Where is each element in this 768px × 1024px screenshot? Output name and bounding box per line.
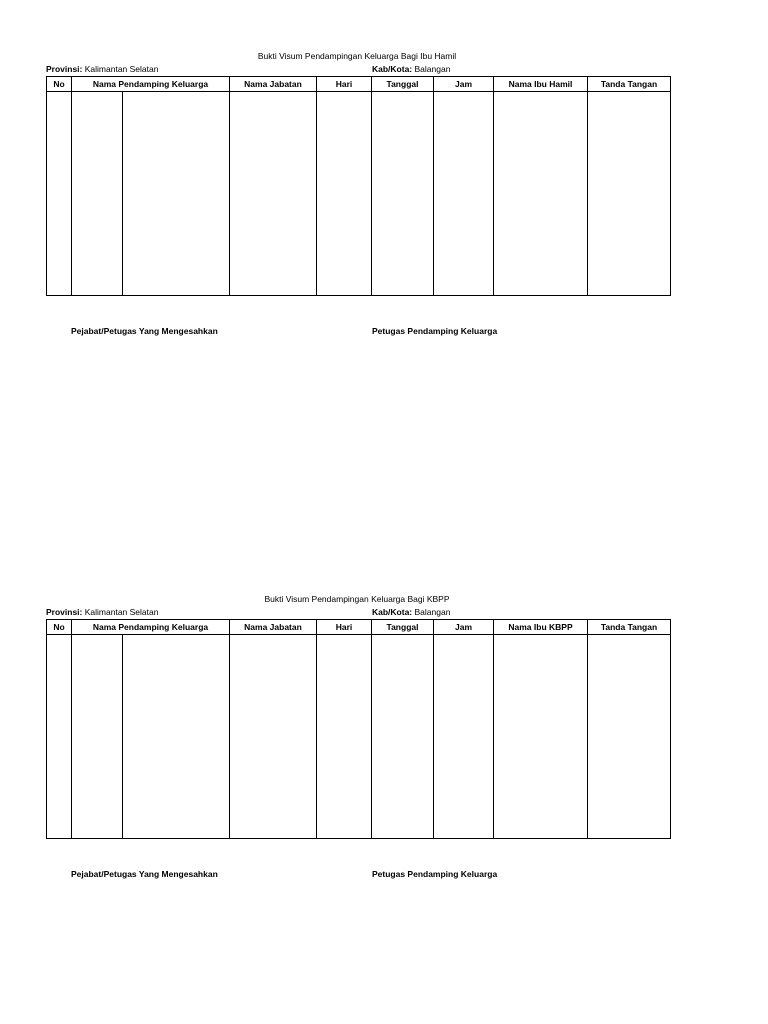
column-header-jam: Jam (434, 77, 494, 92)
cell-nama-ibu (494, 635, 588, 839)
provinsi-label: Provinsi: (46, 64, 83, 74)
cell-tanggal (372, 635, 434, 839)
cell-nama-pendamping-b (123, 92, 230, 296)
table-header-row (47, 77, 671, 92)
kabkota-label: Kab/Kota: (372, 607, 413, 617)
cell-nama-pendamping-a (72, 92, 123, 296)
cell-nama-jabatan (230, 635, 317, 839)
cell-nama-ibu (494, 92, 588, 296)
column-header-nama-pendamping: Nama Pendamping Keluarga (72, 77, 230, 92)
signature-label-pejabat: Pejabat/Petugas Yang Mengesahkan (71, 326, 218, 336)
column-header-tanggal: Tanggal (372, 620, 434, 635)
kabkota-value: Balangan (414, 64, 451, 74)
column-header-nama-ibu: Nama Ibu Hamil (494, 77, 588, 92)
form-title: Bukti Visum Pendampingan Keluarga Bagi KBPP (264, 594, 450, 604)
column-header-no: No (47, 620, 72, 635)
column-header-nama-jabatan: Nama Jabatan (230, 77, 317, 92)
cell-nama-pendamping-b (123, 635, 230, 839)
column-header-hari: Hari (317, 620, 372, 635)
column-header-tanda-tangan: Tanda Tangan (588, 620, 671, 635)
cell-jam (434, 92, 494, 296)
column-header-tanggal: Tanggal (372, 77, 434, 92)
cell-nama-jabatan (230, 92, 317, 296)
provinsi-label: Provinsi: (46, 607, 83, 617)
column-header-nama-jabatan: Nama Jabatan (230, 620, 317, 635)
signature-label-petugas: Petugas Pendamping Keluarga (372, 869, 498, 879)
provinsi-info (46, 64, 158, 74)
signature-label-petugas: Petugas Pendamping Keluarga (372, 326, 498, 336)
cell-hari (317, 92, 372, 296)
table-header-row (47, 620, 671, 635)
column-header-hari: Hari (317, 77, 372, 92)
provinsi-value: Kalimantan Selatan (84, 64, 159, 74)
column-header-tanda-tangan: Tanda Tangan (588, 77, 671, 92)
cell-jam (434, 635, 494, 839)
cell-tanda-tangan (588, 635, 671, 839)
kabkota-info (372, 64, 450, 74)
cell-tanggal (372, 92, 434, 296)
cell-no (47, 635, 72, 839)
visum-table (46, 76, 671, 296)
kabkota-label: Kab/Kota: (372, 64, 413, 74)
kabkota-info (372, 607, 450, 617)
cell-tanda-tangan (588, 92, 671, 296)
signature-label-pejabat: Pejabat/Petugas Yang Mengesahkan (71, 869, 218, 879)
column-header-no: No (47, 77, 72, 92)
column-header-nama-pendamping: Nama Pendamping Keluarga (72, 620, 230, 635)
table-body-row (47, 635, 671, 839)
kabkota-value: Balangan (414, 607, 451, 617)
provinsi-value: Kalimantan Selatan (84, 607, 159, 617)
cell-nama-pendamping-a (72, 635, 123, 839)
visum-table (46, 619, 671, 839)
table-body-row (47, 92, 671, 296)
form-title: Bukti Visum Pendampingan Keluarga Bagi Ibu Hamil (257, 51, 457, 61)
cell-no (47, 92, 72, 296)
provinsi-info (46, 607, 158, 617)
cell-hari (317, 635, 372, 839)
column-header-jam: Jam (434, 620, 494, 635)
column-header-nama-ibu: Nama Ibu KBPP (494, 620, 588, 635)
